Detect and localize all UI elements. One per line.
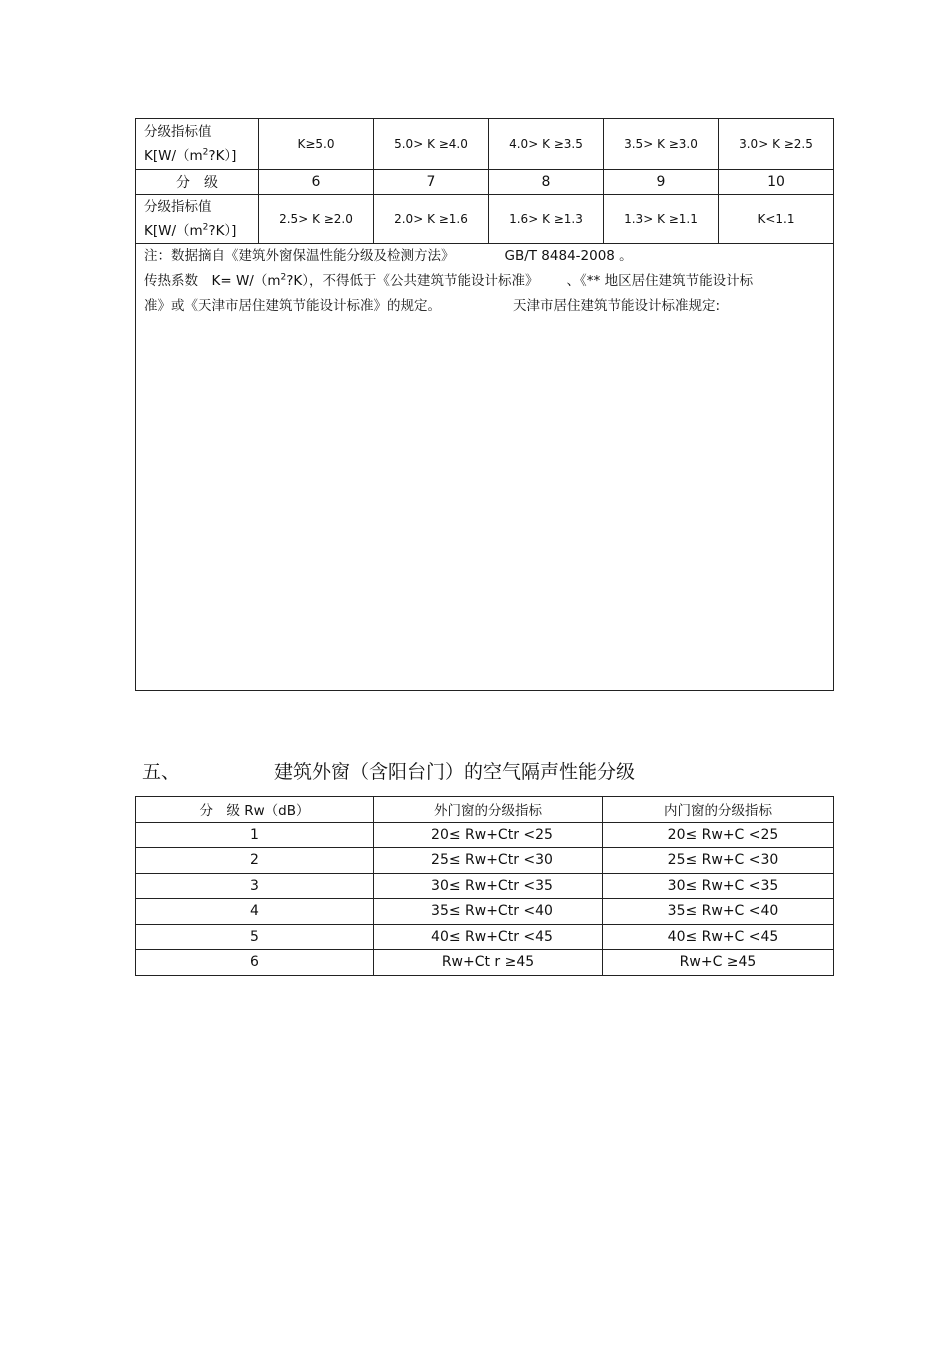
table-cell: 6 [259, 170, 374, 195]
table-row [136, 899, 834, 925]
note-line [144, 244, 825, 269]
table-row [136, 170, 834, 195]
index-label-line1: 分级指标值 [144, 124, 212, 140]
table-cell: K≥5.0 [259, 119, 374, 170]
note-text: GB/T 8484-2008 。 [504, 248, 633, 264]
note-sup: 2 [280, 272, 287, 283]
note-line [144, 269, 825, 294]
note-line [144, 294, 825, 319]
table-row [136, 924, 834, 950]
table-cell: 1.6> K ≥1.3 [489, 195, 604, 244]
grade-label-cell: 分 级 [136, 170, 259, 195]
note-cell [136, 244, 834, 691]
unit-sup: 2 [202, 147, 209, 158]
index-label-cell [136, 119, 259, 170]
table-row [136, 244, 834, 691]
table-cell: 35≤ Rw+C <40 [603, 899, 834, 925]
index-label-line2 [144, 219, 258, 243]
table-row [136, 119, 834, 170]
note-text: 准》或《天津市居住建筑节能设计标准》的规定。 [144, 298, 441, 314]
unit-text: ?K）] [208, 148, 237, 164]
table-cell: 20≤ Rw+C <25 [603, 822, 834, 848]
table-cell: 5.0> K ≥4.0 [374, 119, 489, 170]
unit-text: ?K）] [208, 223, 237, 239]
table-cell: 25≤ Rw+Ctr <30 [374, 848, 603, 874]
column-header: 内门窗的分级指标 [603, 797, 834, 823]
index-label-line2 [144, 144, 258, 168]
table-cell: 40≤ Rw+Ctr <45 [374, 924, 603, 950]
index-label-cell [136, 195, 259, 244]
table-cell: 3 [136, 873, 374, 899]
table-cell: 2.5> K ≥2.0 [259, 195, 374, 244]
table-cell: 5 [136, 924, 374, 950]
thermal-grade-table [135, 118, 834, 691]
table-cell: 30≤ Rw+C <35 [603, 873, 834, 899]
table-cell: 6 [136, 950, 374, 976]
table-cell: 9 [604, 170, 719, 195]
table-row [136, 195, 834, 244]
table-cell: 40≤ Rw+C <45 [603, 924, 834, 950]
table-cell: 20≤ Rw+Ctr <25 [374, 822, 603, 848]
table-cell: 7 [374, 170, 489, 195]
table-row [136, 848, 834, 874]
section-title: 建筑外窗（含阳台门）的空气隔声性能分级 [274, 761, 636, 783]
table-row [136, 822, 834, 848]
table-cell: 8 [489, 170, 604, 195]
table-cell: 1 [136, 822, 374, 848]
table-header-row [136, 797, 834, 823]
table-cell: 1.3> K ≥1.1 [604, 195, 719, 244]
note-text: 、《** 地区居住建筑节能设计标 [566, 273, 754, 289]
unit-text: K[W/（m [144, 223, 203, 239]
section-number: 五、 [142, 761, 181, 783]
table-cell: K<1.1 [719, 195, 834, 244]
table-cell: 2 [136, 848, 374, 874]
table-cell: 30≤ Rw+Ctr <35 [374, 873, 603, 899]
section-heading [142, 757, 635, 784]
table-row [136, 950, 834, 976]
table-cell: 4.0> K ≥3.5 [489, 119, 604, 170]
table-cell: 35≤ Rw+Ctr <40 [374, 899, 603, 925]
column-header: 分 级 Rw（dB） [136, 797, 374, 823]
column-header: 外门窗的分级指标 [374, 797, 603, 823]
note-text: 注：数据摘自《建筑外窗保温性能分级及检测方法》 [144, 248, 455, 264]
note-text: 传热系数 K= W/（m [144, 273, 281, 289]
table-cell: Rw+C ≥45 [603, 950, 834, 976]
index-label-line1: 分级指标值 [144, 199, 212, 215]
unit-text: K[W/（m [144, 148, 203, 164]
note-text: ?K），不得低于《公共建筑节能设计标准》 [286, 273, 539, 289]
table-cell: 2.0> K ≥1.6 [374, 195, 489, 244]
table-cell: 4 [136, 899, 374, 925]
note-text: 天津市居住建筑节能设计标准规定: [513, 298, 721, 314]
sound-insulation-table [135, 796, 834, 976]
table-cell: 10 [719, 170, 834, 195]
table-row [136, 873, 834, 899]
table-cell: 3.0> K ≥2.5 [719, 119, 834, 170]
table-cell: Rw+Ct r ≥45 [374, 950, 603, 976]
table-cell: 3.5> K ≥3.0 [604, 119, 719, 170]
table-cell: 25≤ Rw+C <30 [603, 848, 834, 874]
unit-sup: 2 [202, 222, 209, 233]
